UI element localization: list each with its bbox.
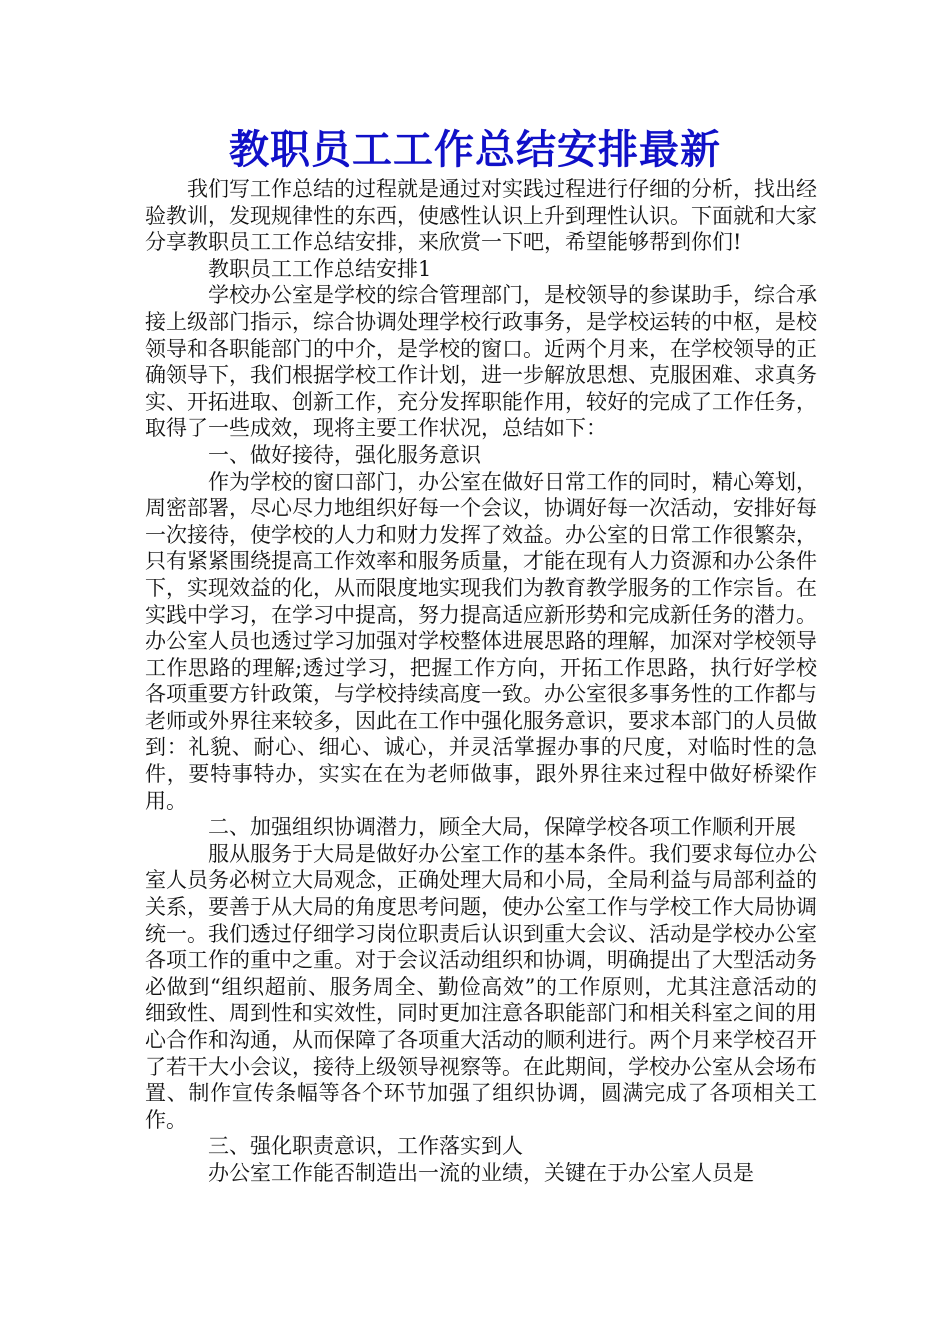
subheading-1: 一、做好接待，强化服务意识 (208, 442, 481, 467)
body-paragraph: 服从服务于大局是做好办公室工作的基本条件。我们要求每位办公室人员务必树立大局观念，正确处理大局和小局，全局利益与局部利益的关系，要善于从大局的角度思考问题，使办公室工作与学校工作大局协调统一。我们透过仔细学习岗位职责后认识到重大会议、活动是学校办公室各项工作的重中之重。对于会议活动组织和协调，明确提出了大型活动务必做到“组织超前、服务周全、勤俭高效”的工作原则，尤其注意活动的细致性、周到性和实效性，同时更加注意各职能部门和相关科室之间的用心合作和沟通，从而保障了各项重大活动的顺利进行。两个月来学校召开了若干大小会议，接待上级领导视察等。在此期间，学校办公室从会场布置、制作宣传条幅等各个环节加强了组织协调，圆满完成了各项相关工作。 (145, 841, 817, 1132)
document-body (145, 176, 817, 1187)
intro-paragraph: 我们写工作总结的过程就是通过对实践过程进行仔细的分析，找出经验教训，发现规律性的东西，使感性认识上升到理性认识。下面就和大家分享教职员工工作总结安排，来欣赏一下吧，希望能够帮到你们! (145, 177, 817, 255)
document-title: 教职员工工作总结安排最新 (229, 126, 721, 173)
body-paragraph: 办公室工作能否制造出一流的业绩，关键在于办公室人员是 (208, 1160, 754, 1185)
subheading-2: 二、加强组织协调潜力，顾全大局，保障学校各项工作顺利开展 (208, 815, 796, 840)
body-paragraph: 学校办公室是学校的综合管理部门，是校领导的参谋助手，综合承接上级部门指示，综合协调处理学校行政事务，是学校运转的中枢，是校领导和各职能部门的中介，是学校的窗口。近两个月来，在学校领导的正确领导下，我们根据学校工作计划，进一步解放思想、克服困难、求真务实、开拓进取、创新工作，充分发挥职能作用，较好的完成了工作任务，取得了一些成效，现将主要工作状况，总结如下： (145, 283, 817, 441)
subheading-3: 三、强化职责意识，工作落实到人 (208, 1134, 523, 1159)
body-paragraph: 作为学校的窗口部门，办公室在做好日常工作的同时，精心筹划，周密部署，尽心尽力地组织好每一个会议，协调好每一次活动，安排好每一次接待，使学校的人力和财力发挥了效益。办公室的日常工作很繁杂，只有紧紧围绕提高工作效率和服务质量，才能在现有人力资源和办公条件下，实现效益的化，从而限度地实现我们为教育教学服务的工作宗旨。在实践中学习，在学习中提高，努力提高适应新形势和完成新任务的潜力。办公室人员也透过学习加强对学校整体进展思路的理解，加深对学校领导工作思路的理解;透过学习，把握工作方向，开拓工作思路，执行好学校各项重要方针政策，与学校持续高度一致。办公室很多事务性的工作都与老师或外界往来较多，因此在工作中强化服务意识，要求本部门的人员做到：礼貌、耐心、细心、诚心，并灵活掌握办事的尺度，对临时性的急件，要特事特办，实实在在为老师做事，跟外界往来过程中做好桥梁作用。 (145, 469, 817, 813)
section-heading-1: 教职员工工作总结安排1 (208, 256, 432, 281)
